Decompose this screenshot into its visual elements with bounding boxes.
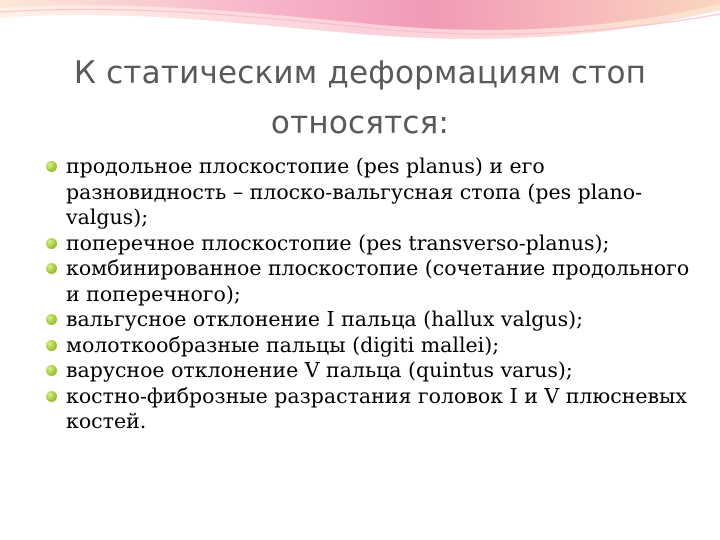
bullet-icon (46, 391, 57, 402)
bullet-icon (46, 365, 57, 376)
title-line-1: К статическим деформациям стоп (73, 55, 647, 91)
bullet-icon (46, 263, 57, 274)
list-item (44, 231, 694, 257)
bullet-icon (46, 340, 57, 351)
list-item (44, 358, 694, 384)
title-line-2: относятся: (270, 105, 450, 141)
list-item (44, 307, 694, 333)
list-item-text: варусное отклонение V пальца (quintus varus); (66, 358, 573, 382)
bullet-icon (46, 161, 57, 172)
list-item-text: поперечное плоскостопие (pes transverso-planus); (66, 230, 610, 255)
list-item-text: продольное плоскостопие (pes planus) и его разновидность – плоско-вальгусная стопа (pes plano-valgus); (66, 154, 643, 229)
bullet-icon (46, 238, 57, 249)
bullet-icon (46, 314, 57, 325)
list-item-text: вальгусное отклонение I пальца (hallux valgus); (66, 307, 584, 331)
list-item (44, 384, 694, 435)
slide-title (0, 48, 720, 148)
list-item-text: комбинированное плоскостопие (сочетание продольного и поперечного); (66, 256, 690, 306)
list-item (44, 333, 694, 359)
bullet-list (44, 154, 694, 435)
list-item-text: молоткообразные пальцы (digiti mallei); (66, 332, 500, 357)
list-item-text: костно-фиброзные разрастания головок I и V плюсневых костей. (66, 383, 687, 433)
list-item (44, 256, 694, 307)
list-item (44, 154, 694, 231)
